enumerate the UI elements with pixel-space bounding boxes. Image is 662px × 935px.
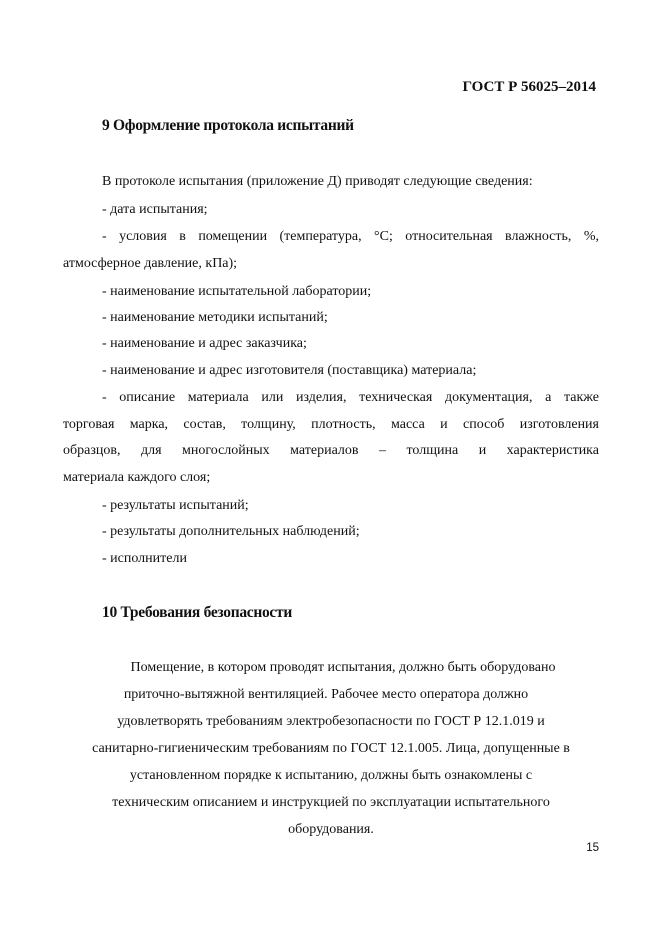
- list-item: - наименование испытательной лаборатории;: [102, 284, 372, 299]
- list-item: - наименование и адрес заказчика;: [102, 336, 307, 351]
- list-item-continuation: атмосферное давление, кПа);: [63, 256, 238, 271]
- list-item: - наименование и адрес изготовителя (поставщика) материала;: [102, 363, 477, 378]
- list-item: - наименование методики испытаний;: [102, 310, 328, 325]
- paragraph-line: В протоколе испытания (приложение Д) приводят следующие сведения:: [102, 174, 533, 189]
- list-item: - исполнители: [102, 551, 187, 566]
- paragraph-line: установленном порядке к испытанию, должны быть ознакомлены с: [129, 768, 533, 783]
- list-item: - описание материала или изделия, техническая документация, а также: [102, 390, 599, 405]
- paragraph-line: техническим описанием и инструкцией по эксплуатации испытательного: [112, 795, 550, 810]
- section-10-heading: 10 Требования безопасности: [102, 604, 292, 621]
- paragraph-line: приточно-вытяжной вентиляцией. Рабочее место оператора должно: [123, 687, 529, 702]
- list-item: - условия в помещении (температура, °С; относительная влажность, %,: [102, 229, 599, 244]
- list-item: - результаты испытаний;: [102, 498, 249, 513]
- paragraph-line: удовлетворять требованиям электробезопасности по ГОСТ Р 12.1.019 и: [117, 714, 545, 729]
- paragraph-line: санитарно-гигиеническим требованиям по ГОСТ 12.1.005. Лица, допущенные в: [92, 741, 570, 756]
- paragraph-line: Помещение, в котором проводят испытания, должно быть оборудовано: [130, 660, 556, 675]
- standard-code: ГОСТ Р 56025–2014: [462, 79, 596, 95]
- list-item: - результаты дополнительных наблюдений;: [102, 524, 360, 539]
- section-9-heading: 9 Оформление протокола испытаний: [102, 117, 354, 134]
- list-item-continuation: торговая марка, состав, толщину, плотность, масса и способ изготовления: [63, 417, 599, 432]
- list-item-continuation: материала каждого слоя;: [63, 470, 211, 485]
- paragraph-line: оборудования.: [288, 822, 374, 837]
- list-item: - дата испытания;: [102, 202, 208, 217]
- list-item-continuation: образцов, для многослойных материалов – толщина и характеристика: [63, 443, 599, 458]
- page-number: 15: [586, 842, 599, 854]
